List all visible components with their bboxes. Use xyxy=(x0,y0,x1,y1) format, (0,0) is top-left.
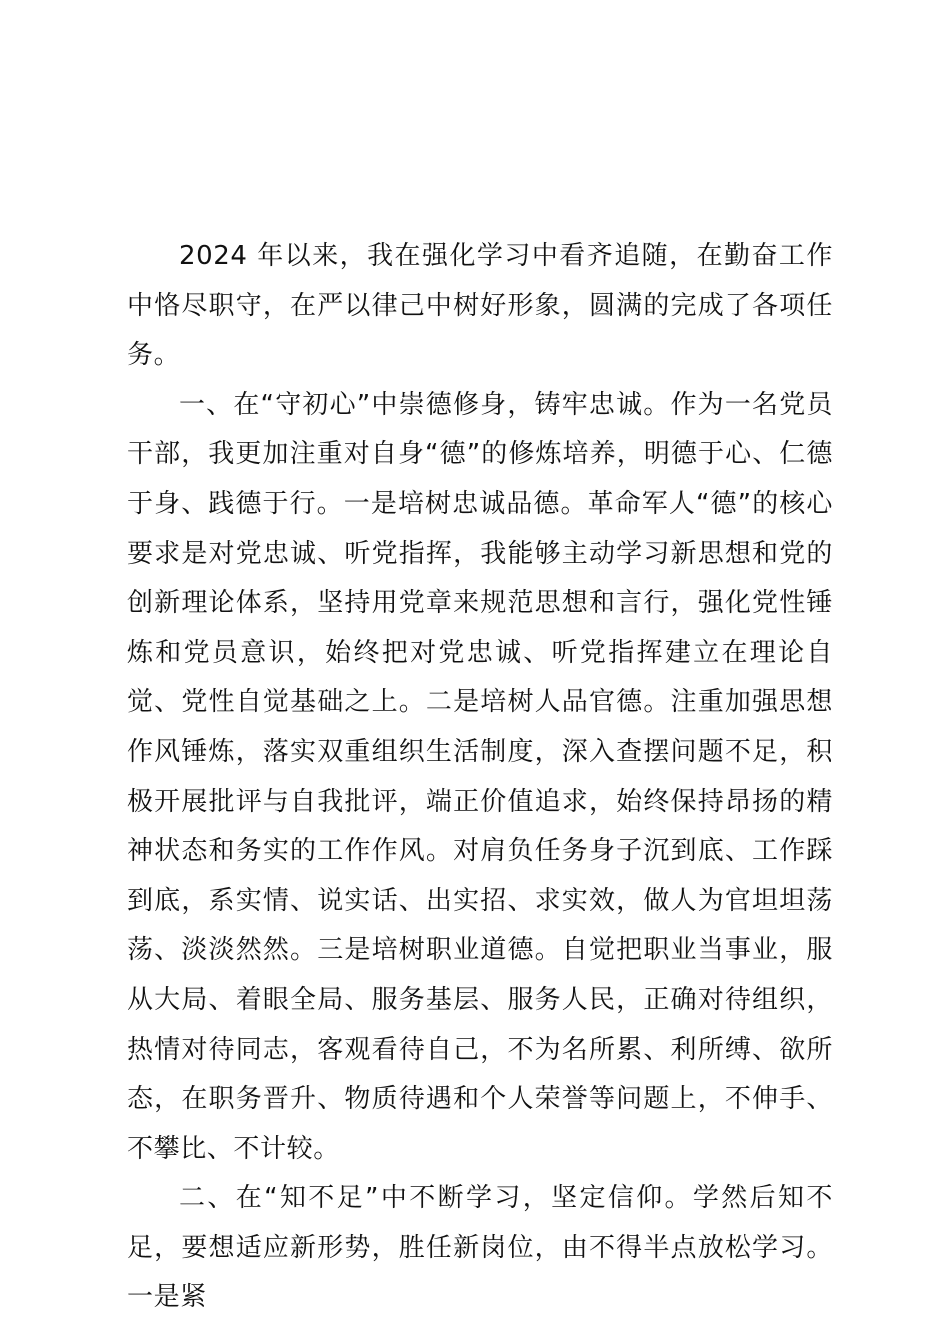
document-body xyxy=(127,232,833,1323)
paragraph-intro: 2024 年以来，我在强化学习中看齐追随，在勤奋工作中恪尽职守，在严以律己中树好形象，圆满的完成了各项任务。 xyxy=(127,241,833,371)
paragraph-section-two: 二、在“知不足”中不断学习，坚定信仰。学然后知不足，要想适应新形势，胜任新岗位，由不得半点放松学习。一是紧 xyxy=(127,1183,833,1313)
paragraph-section-one: 一、在“守初心”中崇德修身，铸牢忠诚。作为一名党员干部，我更加注重对自身“德”的修炼培养，明德于心、仁德于身、践德于行。一是培树忠诚品德。革命军人“德”的核心要求是对党忠诚、听党指挥，我能够主动学习新思想和党的创新理论体系，坚持用党章来规范思想和言行，强化党性锤炼和党员意识，始终把对党忠诚、听党指挥建立在理论自觉、党性自觉基础之上。二是培树人品官德。注重加强思想作风锤炼，落实双重组织生活制度，深入查摆问题不足，积极开展批评与自我批评，端正价值追求，始终保持昂扬的精神状态和务实的工作作风。对肩负任务身子沉到底、工作踩到底，系实情、说实话、出实招、求实效，做人为官坦坦荡荡、淡淡然然。三是培树职业道德。自觉把职业当事业，服从大局、着眼全局、服务基层、服务人民，正确对待组织，热情对待同志，客观看待自己，不为名所累、利所缚、欲所态，在职务晋升、物质待遇和个人荣誉等问题上，不伸手、不攀比、不计较。 xyxy=(127,389,833,1164)
